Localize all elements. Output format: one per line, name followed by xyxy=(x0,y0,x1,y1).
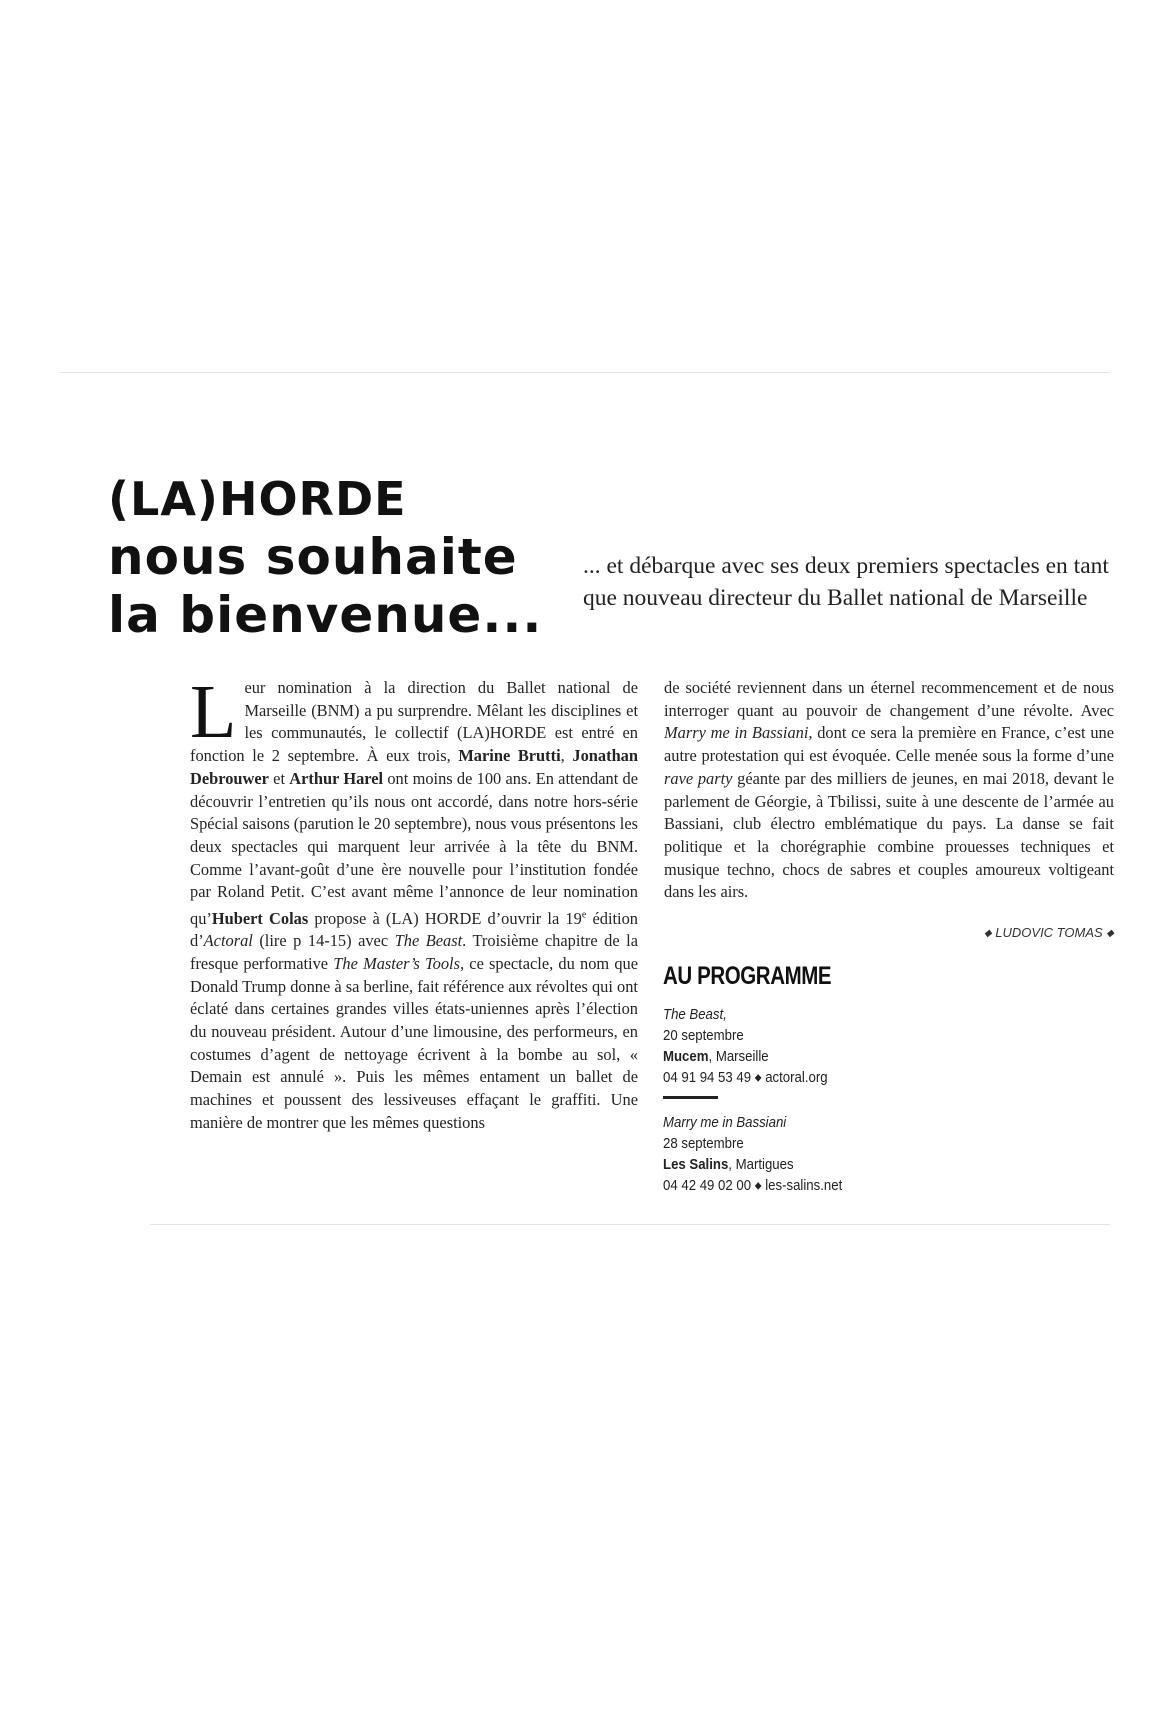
text-run: propose à (LA) HORDE d’ouvrir la 19 xyxy=(308,908,582,928)
text-run: de société reviennent dans un éternel recommencement et de nous interroger quant au pouvoir de changement d’une révolte. Avec xyxy=(664,678,1114,720)
author-signature xyxy=(664,925,1114,940)
diamond-icon: ◆ xyxy=(983,928,992,940)
headline-line-1: (LA)HORDE xyxy=(108,472,407,526)
diamond-icon: ◆ xyxy=(754,1072,762,1084)
text-run: , dont ce sera la première en France, c’est une autre protestation qui est évoquée. Celle menée sous la forme d’une xyxy=(664,723,1115,766)
italic-title: The Beast xyxy=(394,931,463,951)
event-location xyxy=(663,1154,842,1175)
event-title: The Beast, xyxy=(663,1006,727,1023)
programme-event-the-beast xyxy=(663,1004,828,1089)
bold-name: Hubert Colas xyxy=(211,908,309,928)
programme-separator xyxy=(663,1096,718,1099)
author-name: LUDOVIC TOMAS xyxy=(995,925,1103,940)
event-contact xyxy=(663,1175,842,1197)
text-run: , ce spectacle, du nom que Donald Trump donne à sa berline, fait référence aux révoltes qui ont éclaté dans certaines grandes villes états-uniennes après l’élection du nouveau président. Autour d’une limousine, des performeurs, en costumes d’agent de nettoyage écrivent à la bombe au sol, « Demain est annulé ». Puis les mêmes entament un ballet de machines et poussent des lessiveuses effaçant le graffiti. Une manière de montrer que les mêmes questions xyxy=(190,953,639,1132)
drop-cap: L xyxy=(190,670,237,754)
event-date: 20 septembre xyxy=(663,1027,744,1044)
italic-title: Marry me in Bassiani xyxy=(664,723,809,743)
text-run: édition d’ xyxy=(190,908,638,951)
body-column-left xyxy=(190,670,639,1135)
scan-rule-top xyxy=(60,372,1110,373)
headline-line-2: nous souhaite xyxy=(108,528,518,586)
superscript: e xyxy=(581,909,587,921)
event-contact xyxy=(663,1067,828,1089)
event-city: , Martigues xyxy=(728,1156,794,1173)
bold-name: Jonathan Debrouwer xyxy=(190,746,638,788)
scan-rule-bottom xyxy=(150,1224,1110,1225)
text-run: eur nomination à la direction du Ballet national de Marseille (BNM) a pu surprendre. Mêlant les disciplines et les communautés, le collectif (LA)HORDE est entré en fonction le 2 septembre. À eux trois, xyxy=(190,678,638,766)
body-column-right xyxy=(664,677,1114,904)
italic-title: The Master’s Tools xyxy=(333,953,460,973)
event-website: actoral.org xyxy=(765,1069,828,1086)
body-text-right xyxy=(664,678,1114,901)
event-venue: Les Salins xyxy=(663,1156,729,1173)
event-venue: Mucem xyxy=(663,1048,709,1065)
deck-subtitle: ... et débarque avec ses deux premiers spectacles en tant que nouveau directeur du Ballet national de Marseille xyxy=(583,553,1109,611)
italic-title: Actoral xyxy=(203,931,253,951)
text-run: (lire p 14-15) avec xyxy=(252,931,395,951)
diamond-icon: ◆ xyxy=(754,1180,762,1192)
event-phone: 04 42 49 02 00 xyxy=(663,1177,752,1194)
programme-title: AU PROGRAMME xyxy=(663,962,832,990)
event-location xyxy=(663,1046,828,1067)
text-run: et xyxy=(268,768,290,788)
italic-title: rave party xyxy=(664,768,733,788)
diamond-icon: ◆ xyxy=(1106,928,1114,940)
programme-event-marry-me-in-bassiani xyxy=(663,1112,842,1197)
text-run: , xyxy=(560,746,573,766)
headline-line-3: la bienvenue... xyxy=(108,586,543,644)
event-date: 28 septembre xyxy=(663,1135,744,1152)
body-text-left xyxy=(190,670,639,1132)
event-city: , Marseille xyxy=(708,1048,769,1065)
text-run: géante par des milliers de jeunes, en mai 2018, devant le parlement de Géorgie, à Tbilissi, suite à une descente de l’armée au Bassiani, club électro emblématique du pays. La danse se fait politique et la chorégraphie combine prouesses techniques et musique techno, chocs de sabres et couples amoureux voltigeant dans les airs. xyxy=(664,768,1114,902)
text-run: ont moins de 100 ans. En attendant de découvrir l’entretien qu’ils nous ont accordé, dans notre hors-série Spécial saisons (parution le 20 septembre), nous vous présentons les deux spectacles qui marquent leur arrivée à la tête du BNM. Comme l’avant-goût d’une ère nouvelle pour l’institution fondée par Roland Petit. C’est avant même l’annonce de leur nomination qu’ xyxy=(190,768,638,928)
event-website: les-salins.net xyxy=(765,1177,843,1194)
headline xyxy=(108,470,568,644)
bold-name: Arthur Harel xyxy=(289,768,384,788)
event-title: Marry me in Bassiani xyxy=(663,1114,787,1131)
event-phone: 04 91 94 53 49 xyxy=(663,1069,752,1086)
bold-name: Marine Brutti xyxy=(458,746,561,766)
text-run: . Troisième chapitre de la fresque performative xyxy=(190,931,638,973)
